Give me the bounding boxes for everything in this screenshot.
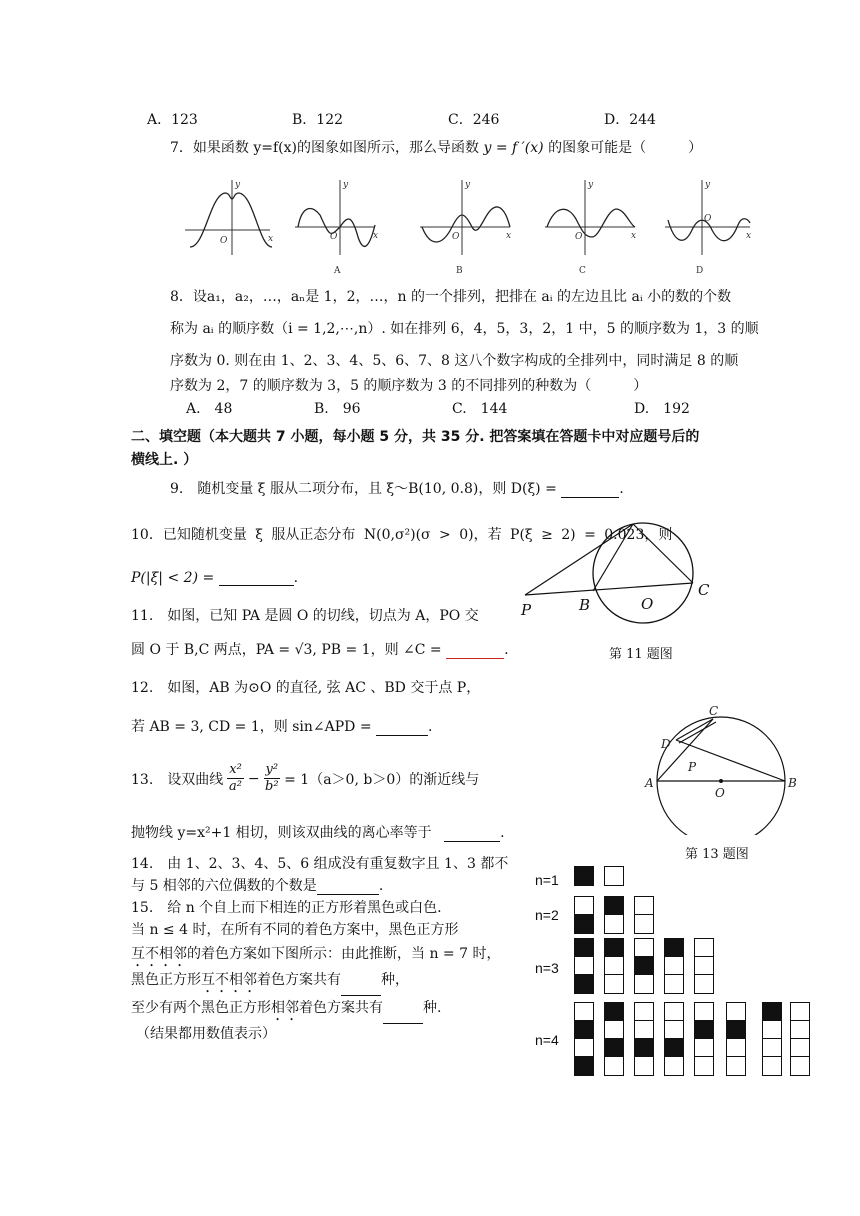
svg-text:y: y [588,180,594,190]
q6-option-c: C．246 [448,112,500,128]
q13-line2: 抛物线 y=x²+1 相切，则该双曲线的离心率等于 . [131,825,505,841]
svg-text:O: O [575,232,583,242]
q8-option-b: B. 96 [314,401,361,417]
q11-label-o: O [641,595,654,613]
q8-option-d: D. 192 [634,401,690,417]
q12-line2: 若 AB = 3, CD = 1，则 sin∠APD = . [131,719,433,735]
q15-figure [530,862,820,1082]
q15-answer-blank-2 [383,1009,423,1024]
q14-line1: 14. 由 1、2、3、4、5、6 组成没有重复数字且 1、3 都不 [131,856,509,872]
q11-label-b: B [579,596,591,614]
q10-line2: P(|ξ| < 2) = . [131,570,299,586]
q6-option-d: D．244 [604,112,656,128]
q13-fraction-x: x² a² [229,762,243,794]
q10-line1: 10．已知随机变量 ξ 服从正态分布 N(0,σ²)(σ > 0)，若 P(ξ ≥ 2) = 0.023，则 [131,527,673,543]
n1-label: n=1 [535,872,559,888]
graph-label-d: D [696,266,704,276]
q12-label-p: P [688,760,697,774]
q15-line1: 15. 给 n 个自上而下相连的正方形着黑色或白色. [131,900,442,916]
n2-label: n=2 [535,907,559,923]
q7-formula: y = f ′(x) [483,140,544,156]
q8-line1: 8．设a₁，a₂，…，aₙ是 1，2，…，n 的一个排列，把排在 aᵢ 的左边且比 aᵢ 小的数的个数 [170,289,732,305]
graph0-x-label: x [268,234,274,244]
q7-question [170,137,702,157]
q8-option-a: A. 48 [186,401,233,417]
q15-answer-blank-1 [341,981,381,996]
q13-line1: 13. 设双曲线 x² a² − $\frac{\text{y²}}{\text{b²}}$ = 1（a＞0, b＞0）的渐近线与 [131,762,480,794]
q6-option-a: A．123 [147,112,198,128]
q11-label-c: C [698,581,710,599]
q12-answer-blank [376,721,428,736]
q11-label-p: P [521,601,532,619]
q15-line6: （结果都用数值表示） [136,1026,276,1042]
n3-label: n=3 [535,960,559,976]
q15-line2: 当 n ≤ 4 时，在所有不同的着色方案中，黑色正方形 [131,922,459,938]
q11-caption: 第 11 题图 [609,647,673,662]
n4-label: n=4 [535,1032,559,1048]
q6-option-b: B．122 [292,112,344,128]
svg-text:O: O [452,232,460,242]
svg-text:y: y [465,180,471,190]
q8-option-c: C. 144 [452,401,508,417]
graph0-origin: O [220,236,228,246]
graph-label-b: B [456,266,463,276]
q13-answer-blank [444,827,500,842]
section2-heading-line2: 横线上. ） [131,452,198,468]
q10-answer-blank [219,571,294,586]
svg-text:x: x [746,231,752,241]
svg-text:x: x [373,231,379,241]
q14-answer-blank [317,880,379,895]
q12-label-b: B [788,776,797,790]
svg-text:O: O [704,214,712,224]
q9-answer-blank [561,483,619,498]
q12-figure [643,705,803,835]
svg-text:O: O [330,232,338,242]
q12-label-c: C [709,705,719,718]
q15-line5: 至少有两个黑色正方形相邻着色方案共有 种. [131,997,441,1024]
svg-text:y: y [705,180,711,190]
q12-line1: 12. 如图，AB 为⊙O 的直径, 弦 AC 、BD 交于点 P， [131,680,481,696]
q12-label-o: O [715,786,725,800]
q11-line2: 圆 O 于 B,C 两点，PA = √3, PB = 1，则 ∠C = . [131,642,509,658]
svg-text:x: x [631,231,637,241]
section2-heading-line1: 二、填空题（本大题共 7 小题，每小题 5 分，共 35 分. 把答案填在答题卡中对应题号后的 [131,429,700,445]
q11-line1: 11. 如图，已知 PA 是圆 O 的切线，切点为 A，PO 交 [131,608,479,624]
q15-line3: 互不相邻的着色方案如下图所示：由此推断，当 n = 7 时， [131,946,501,962]
q13-fraction-y: $\frac{\text{y²}}{\text{b²}}$ [265,762,279,794]
svg-text:x: x [506,231,512,241]
q8-line3: 序数为 0. 则在由 1、2、3、4、5、6、7、8 这八个数字构成的全排列中，同时满足 8 的顺 [170,353,739,369]
q12-label-d: D [661,737,671,751]
q9-question: 9. 随机变量 ξ 服从二项分布，且 ξ～B(10, 0.8)，则 D(ξ) = . [170,481,624,497]
q11-figure [515,515,715,635]
q12-label-a: A [645,776,654,790]
q8-line2: 称为 aᵢ 的顺序数（i = 1,2,⋯,n）. 如在排列 6，4，5，3，2，1 中，5 的顺序数为 1，3 的顺 [170,321,759,337]
q7-tail: 的图象可能是（ ） [548,140,703,156]
q13-caption: 第 13 题图 [685,847,749,862]
q7-graphs [180,175,780,285]
svg-text:y: y [343,180,349,190]
q15-line4: 黑色正方形互不相邻着色方案共有 种， [131,969,409,996]
graph-label-a: A [334,266,341,276]
q14-line2: 与 5 相邻的六位偶数的个数是 . [131,878,384,894]
graph0-y-label: y [235,180,241,190]
graph-label-c: C [579,266,586,276]
q7-text: 7．如果函数 y=f(x)的图象如图所示，那么导函数 [170,140,479,156]
q11-answer-blank [446,644,504,659]
q8-line4: 序数为 2，7 的顺序数为 3，5 的顺序数为 3 的不同排列的种数为（ ） [170,378,648,394]
